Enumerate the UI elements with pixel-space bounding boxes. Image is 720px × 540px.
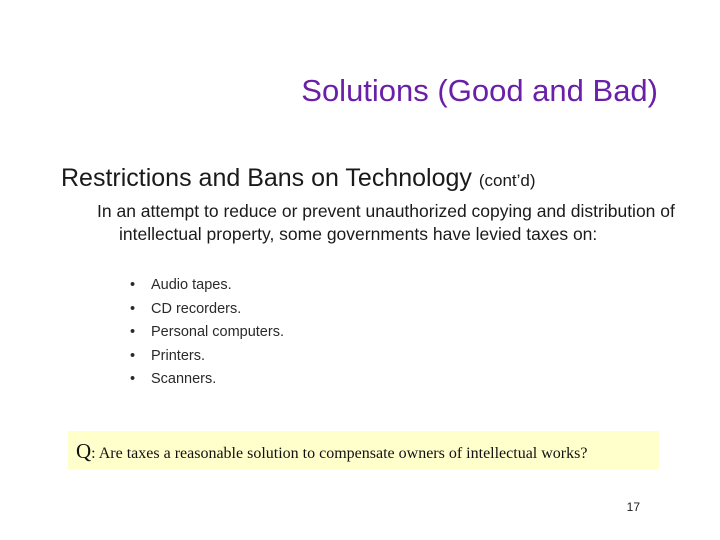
section-heading-suffix: (cont’d) (478, 171, 536, 190)
list-item-text: Scanners. (151, 371, 217, 387)
section-heading (61, 163, 536, 193)
bullet-icon: • (130, 277, 136, 293)
bullet-icon: • (130, 300, 136, 317)
bullet-icon: • (130, 324, 136, 340)
question-text: : Are taxes a reasonable solution to compensate owners of intellectual works? (91, 445, 588, 462)
page-number: 17 (626, 500, 640, 514)
slide-title: Solutions (Good and Bad) (301, 73, 658, 108)
bullet-icon: • (130, 347, 136, 364)
list-item-text: CD recorders. (151, 300, 242, 317)
question-letter: Q (76, 439, 92, 463)
bullet-icon: • (130, 371, 136, 387)
section-heading-main: Restrictions and Bans on Technology (61, 164, 472, 192)
intro-paragraph: In an attempt to reduce or prevent unauthorized copying and distribution of intellectual property, some governments have levied taxes on: (97, 201, 675, 244)
list-item (130, 298, 284, 322)
list-item (130, 274, 284, 298)
question-box (68, 431, 659, 469)
list-item (130, 321, 284, 345)
taxed-items-list (130, 274, 284, 392)
list-item-text: Personal computers. (151, 324, 284, 340)
list-item (130, 368, 284, 392)
list-item (130, 345, 284, 369)
list-item-text: Printers. (151, 347, 205, 364)
list-item-text: Audio tapes. (151, 277, 232, 293)
